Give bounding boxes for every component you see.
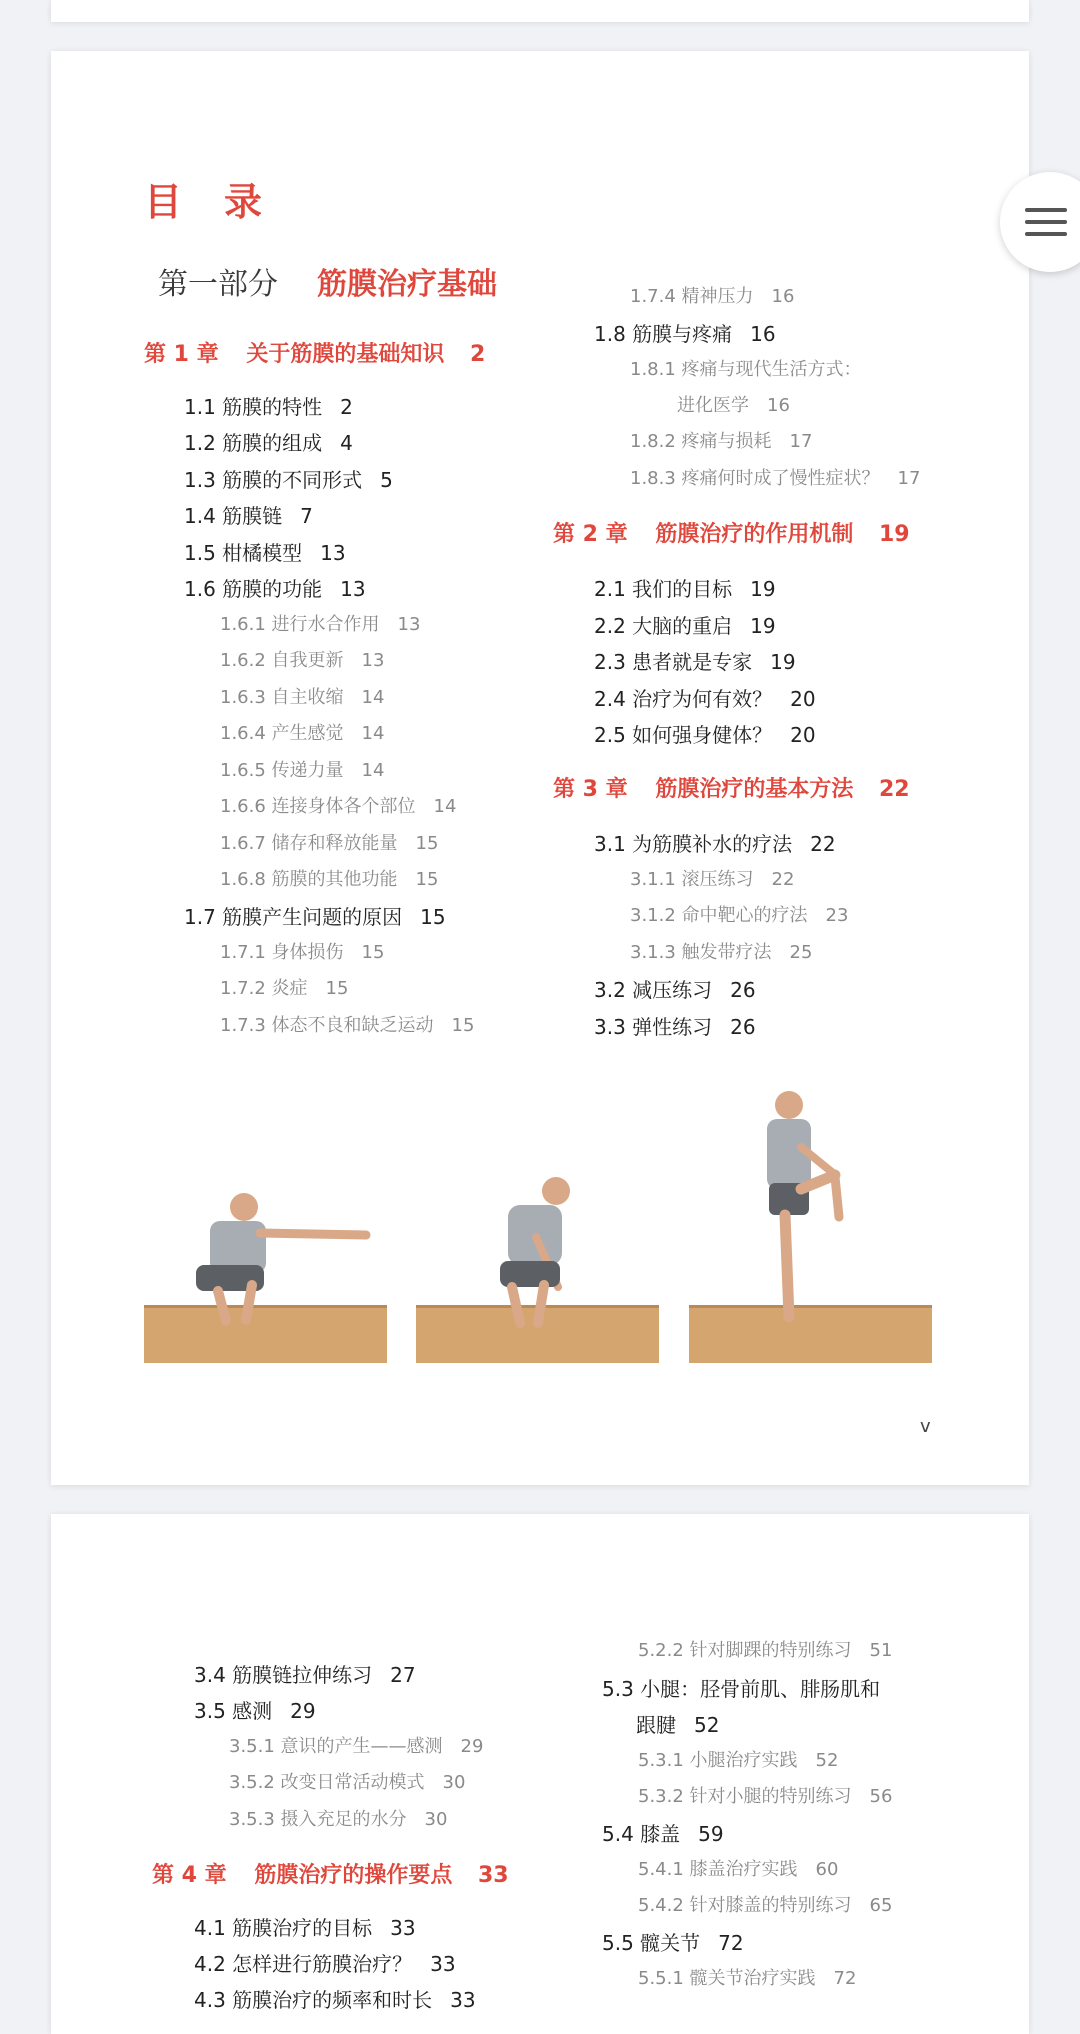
- entry-text: 3.1.3 触发带疗法: [630, 942, 772, 963]
- entry-page: 30: [424, 1809, 448, 1830]
- chapter-label: 第 1 章: [144, 342, 219, 367]
- entry-text: 2.3 患者就是专家: [594, 650, 753, 674]
- entry-page: 16: [750, 322, 776, 346]
- entry-text: 1.5 柑橘模型: [184, 541, 303, 565]
- entry-page: 19: [770, 650, 796, 674]
- chapter-title: 关于筋膜的基础知识: [246, 342, 445, 367]
- chapter-page: 19: [879, 522, 910, 547]
- toc-subentry[interactable]: [220, 762, 384, 780]
- entry-page: 29: [290, 1699, 316, 1723]
- entry-page: 14: [361, 723, 385, 744]
- entry-page: 25: [789, 942, 813, 963]
- entry-page: 15: [415, 833, 439, 854]
- toc-subentry[interactable]: [220, 944, 384, 962]
- toc-subentry[interactable]: [220, 980, 348, 998]
- entry-page: 26: [730, 978, 756, 1002]
- entry-text: 4.1 筋膜治疗的目标: [194, 1916, 373, 1940]
- toc-subentry[interactable]: [630, 361, 862, 379]
- entry-text: 3.5.3 摄入充足的水分: [229, 1809, 407, 1830]
- entry-page: 23: [825, 905, 849, 926]
- toc-subentry[interactable]: [220, 835, 438, 853]
- entry-page: 72: [833, 1968, 857, 1989]
- entry-text: 5.4 膝盖: [602, 1822, 681, 1846]
- entry-text: 1.6.7 储存和释放能量: [220, 833, 398, 854]
- entry-page: 52: [694, 1713, 720, 1737]
- entry-page: 15: [451, 1015, 475, 1036]
- entry-page: 29: [460, 1736, 484, 1757]
- entry-text: 1.1 筋膜的特性: [184, 395, 323, 419]
- toc-subentry[interactable]: [220, 1017, 474, 1035]
- chapter-title: 筋膜治疗的操作要点: [254, 1863, 453, 1888]
- entry-page: 72: [718, 1931, 744, 1955]
- entry-page: 51: [869, 1640, 893, 1661]
- part-label: 第一部分: [158, 267, 278, 302]
- toc-entry[interactable]: [594, 616, 776, 636]
- toc-entry[interactable]: [194, 1665, 416, 1685]
- toc-subentry[interactable]: [630, 288, 794, 306]
- page-number: v: [920, 1416, 931, 1437]
- entry-page: 19: [750, 614, 776, 638]
- entry-page: 20: [790, 723, 816, 747]
- toc-entry[interactable]: [194, 1990, 476, 2010]
- entry-text: 4.3 筋膜治疗的频率和时长: [194, 1988, 433, 2012]
- entry-text: 进化医学: [677, 395, 749, 416]
- entry-text: 2.1 我们的目标: [594, 577, 733, 601]
- entry-page: 59: [698, 1822, 724, 1846]
- toc-subentry[interactable]: [638, 1788, 892, 1806]
- entry-text: 5.5 髋关节: [602, 1931, 701, 1955]
- squat-arms-forward-photo: [144, 1055, 387, 1363]
- entry-text: 3.5 感测: [194, 1699, 273, 1723]
- toc-subentry[interactable]: [220, 689, 384, 707]
- chapter-heading[interactable]: [144, 344, 485, 366]
- entry-page: 2: [340, 395, 353, 419]
- entry-page: 15: [325, 978, 349, 999]
- toc-entry[interactable]: [184, 579, 366, 599]
- entry-page: 33: [450, 1988, 476, 2012]
- entry-page: 13: [340, 577, 366, 601]
- entry-text: 1.3 筋膜的不同形式: [184, 468, 363, 492]
- entry-page: 15: [415, 869, 439, 890]
- toc-entry[interactable]: [194, 1954, 456, 1974]
- chapter-heading[interactable]: [152, 1865, 509, 1887]
- entry-page: 19: [750, 577, 776, 601]
- entry-text: 5.5.1 髋关节治疗实践: [638, 1968, 816, 1989]
- entry-page: 15: [420, 905, 446, 929]
- toc-subentry[interactable]: [638, 1897, 892, 1915]
- entry-page: 20: [790, 687, 816, 711]
- entry-page: 17: [789, 431, 813, 452]
- toc-entry[interactable]: [184, 470, 393, 490]
- entry-text: 1.4 筋膜链: [184, 504, 283, 528]
- toc-entry[interactable]: [184, 907, 446, 927]
- entry-page: 33: [390, 1916, 416, 1940]
- toc-title: 目 录: [144, 180, 265, 224]
- toc-entry[interactable]: [594, 1017, 756, 1037]
- entry-text: 5.2.2 针对脚踝的特别练习: [638, 1640, 852, 1661]
- entry-text: 1.7.2 炎症: [220, 978, 308, 999]
- entry-text: 1.6.6 连接身体各个部位: [220, 796, 416, 817]
- toc-entry[interactable]: [602, 1933, 744, 1953]
- entry-page: 14: [361, 687, 385, 708]
- toc-subentry[interactable]: [638, 1642, 892, 1660]
- entry-text: 3.4 筋膜链拉伸练习: [194, 1663, 373, 1687]
- knee-hug-standing-photo: [689, 1055, 932, 1363]
- entry-text: 1.7.4 精神压力: [630, 286, 754, 307]
- hamburger-menu-icon: [1025, 232, 1067, 236]
- toc-entry[interactable]: [594, 324, 776, 344]
- toc-entry[interactable]: [636, 1715, 719, 1735]
- entry-text: 3.1.1 滚压练习: [630, 869, 754, 890]
- part-title: 筋膜治疗基础: [317, 267, 497, 302]
- entry-text: 1.6.2 自我更新: [220, 650, 344, 671]
- entry-page: 13: [361, 650, 385, 671]
- entry-page: 17: [897, 468, 921, 489]
- entry-page: 13: [320, 541, 346, 565]
- chapter-heading[interactable]: [553, 779, 910, 801]
- toc-subentry[interactable]: [638, 1970, 856, 1988]
- chapter-page: 22: [879, 777, 910, 802]
- chapter-page: 2: [470, 342, 486, 367]
- entry-page: 16: [767, 395, 790, 416]
- toc-entry[interactable]: [594, 725, 816, 745]
- entry-page: 56: [869, 1786, 893, 1807]
- chapter-title: 筋膜治疗的作用机制: [655, 522, 854, 547]
- entry-text: 3.2 减压练习: [594, 978, 713, 1002]
- toc-entry[interactable]: [194, 1918, 416, 1938]
- entry-page: 14: [361, 760, 385, 781]
- chapter-label: 第 4 章: [152, 1863, 227, 1888]
- entry-page: 27: [390, 1663, 416, 1687]
- entry-page: 14: [433, 796, 457, 817]
- entry-text: 1.6.3 自主收缩: [220, 687, 344, 708]
- entry-page: 65: [869, 1895, 893, 1916]
- entry-text: 3.1 为筋膜补水的疗法: [594, 832, 793, 856]
- deep-squat-photo: [416, 1055, 659, 1363]
- entry-text: 1.7.3 体态不良和缺乏运动: [220, 1015, 434, 1036]
- entry-page: 22: [810, 832, 836, 856]
- toc-subentry[interactable]: [220, 798, 456, 816]
- entry-page: 33: [430, 1952, 456, 1976]
- toc-entry[interactable]: [194, 1701, 316, 1721]
- entry-text: 5.4.1 膝盖治疗实践: [638, 1859, 798, 1880]
- toc-subentry[interactable]: [677, 397, 790, 415]
- entry-text: 1.6.8 筋膜的其他功能: [220, 869, 398, 890]
- entry-text: 1.8 筋膜与疼痛: [594, 322, 733, 346]
- toc-entry[interactable]: [184, 543, 346, 563]
- hamburger-menu-icon: [1025, 208, 1067, 212]
- entry-text: 1.6.1 进行水合作用: [220, 614, 380, 635]
- entry-page: 13: [397, 614, 421, 635]
- chapter-heading[interactable]: [553, 524, 910, 546]
- entry-text: 5.3.2 针对小腿的特别练习: [638, 1786, 852, 1807]
- toc-subentry[interactable]: [229, 1738, 483, 1756]
- toc-subentry[interactable]: [630, 433, 812, 451]
- toc-entry[interactable]: [594, 579, 776, 599]
- toc-entry[interactable]: [594, 834, 836, 854]
- toc-subentry[interactable]: [630, 470, 920, 488]
- entry-text: 2.4 治疗为何有效？: [594, 687, 773, 711]
- entry-page: 22: [771, 869, 795, 890]
- entry-page: 60: [815, 1859, 839, 1880]
- entry-text: 4.2 怎样进行筋膜治疗？: [194, 1952, 413, 1976]
- entry-page: 16: [771, 286, 795, 307]
- entry-page: 4: [340, 431, 353, 455]
- entry-text: 3.5.2 改变日常活动模式: [229, 1772, 425, 1793]
- entry-text: 1.8.3 疼痛何时成了慢性症状？: [630, 468, 880, 489]
- toc-subentry[interactable]: [638, 1752, 838, 1770]
- chapter-title: 筋膜治疗的基本方法: [655, 777, 854, 802]
- toc-entry[interactable]: [602, 1824, 724, 1844]
- toc-entry[interactable]: [602, 1679, 880, 1699]
- entry-text: 2.5 如何强身健体？: [594, 723, 773, 747]
- entry-text: 3.1.2 命中靶心的疗法: [630, 905, 808, 926]
- toc-subentry[interactable]: [630, 944, 812, 962]
- entry-text: 跟腱: [636, 1713, 676, 1737]
- entry-page: 52: [815, 1750, 839, 1771]
- entry-text: 1.6.4 产生感觉: [220, 723, 344, 744]
- chapter-label: 第 3 章: [553, 777, 628, 802]
- entry-text: 2.2 大脑的重启: [594, 614, 733, 638]
- entry-text: 5.3.1 小腿治疗实践: [638, 1750, 798, 1771]
- entry-text: 3.5.1 意识的产生——感测: [229, 1736, 443, 1757]
- toc-subentry[interactable]: [220, 725, 384, 743]
- entry-text: 3.3 弹性练习: [594, 1015, 713, 1039]
- toc-subentry[interactable]: [638, 1861, 838, 1879]
- entry-page: 26: [730, 1015, 756, 1039]
- entry-text: 1.6 筋膜的功能: [184, 577, 323, 601]
- toc-subentry[interactable]: [229, 1774, 465, 1792]
- toc-entry[interactable]: [184, 433, 353, 453]
- toc-subentry[interactable]: [220, 871, 438, 889]
- entry-text: 1.8.2 疼痛与损耗: [630, 431, 772, 452]
- toc-entry[interactable]: [594, 689, 816, 709]
- toc-entry[interactable]: [594, 652, 796, 672]
- entry-text: 5.4.2 针对膝盖的特别练习: [638, 1895, 852, 1916]
- entry-text: 1.2 筋膜的组成: [184, 431, 323, 455]
- entry-page: 7: [300, 504, 313, 528]
- hamburger-menu-icon: [1025, 220, 1067, 224]
- entry-text: 1.8.1 疼痛与现代生活方式：: [630, 359, 862, 380]
- toc-entry[interactable]: [594, 980, 756, 1000]
- entry-text: 1.7 筋膜产生问题的原因: [184, 905, 403, 929]
- toc-entry[interactable]: [184, 397, 353, 417]
- entry-page: 5: [380, 468, 393, 492]
- toc-entry[interactable]: [184, 506, 313, 526]
- entry-text: 1.7.1 身体损伤: [220, 942, 344, 963]
- entry-text: 5.3 小腿：胫骨前肌、腓肠肌和: [602, 1677, 881, 1701]
- toc-subentry[interactable]: [220, 616, 420, 634]
- previous-page-sheet: [51, 0, 1029, 22]
- chapter-label: 第 2 章: [553, 522, 628, 547]
- entry-page: 15: [361, 942, 385, 963]
- toc-subentry[interactable]: [229, 1811, 447, 1829]
- toc-subentry[interactable]: [630, 871, 794, 889]
- entry-text: 1.6.5 传递力量: [220, 760, 344, 781]
- entry-page: 30: [442, 1772, 466, 1793]
- toc-subentry[interactable]: [630, 907, 848, 925]
- chapter-page: 33: [478, 1863, 509, 1888]
- toc-subentry[interactable]: [220, 652, 384, 670]
